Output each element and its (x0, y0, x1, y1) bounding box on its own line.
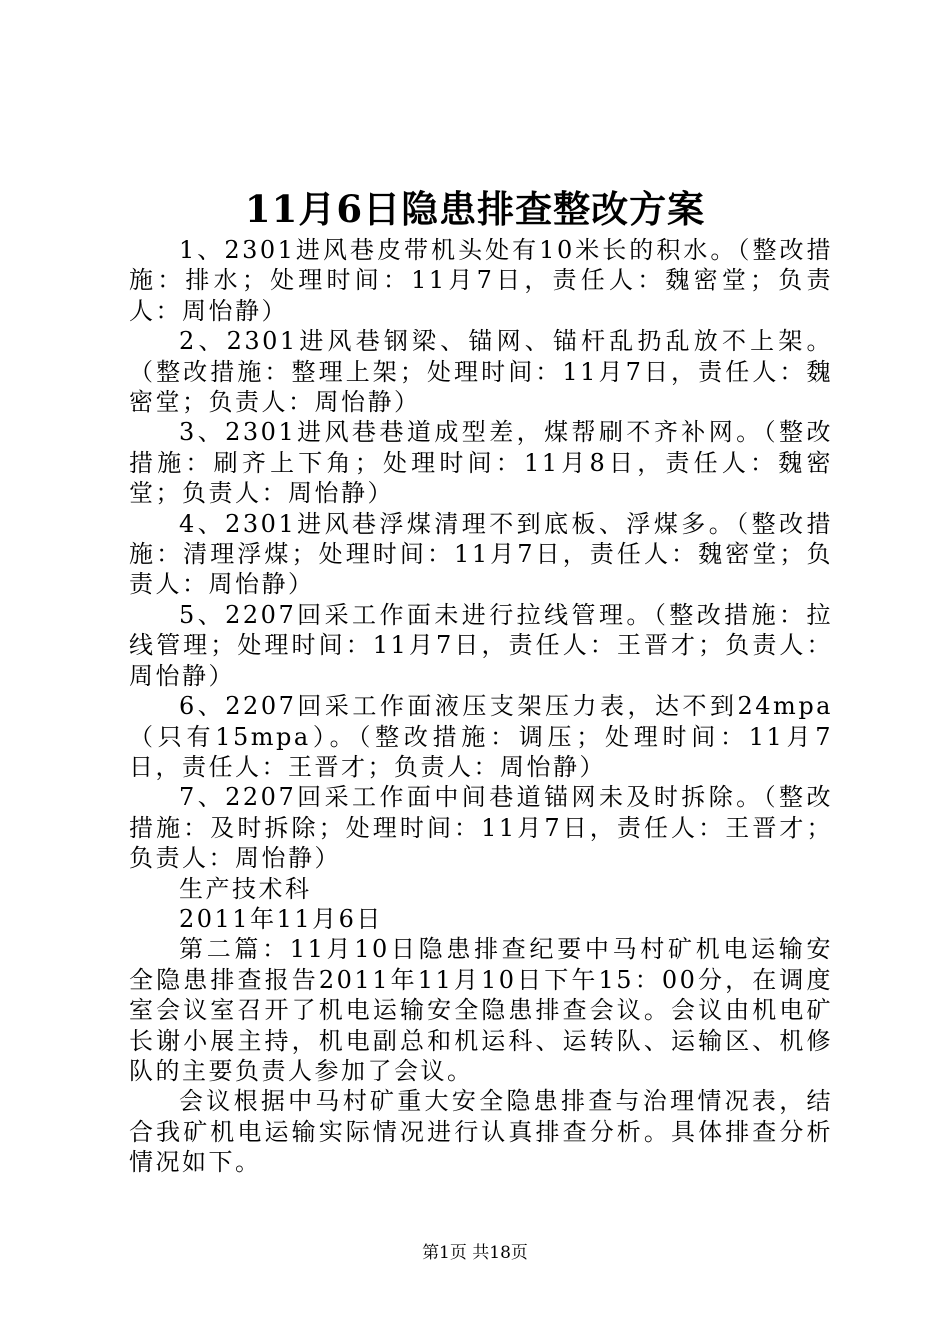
paragraph-item-2: 2、2301进风巷钢梁、锚网、锚杆乱扔乱放不上架。（整改措施：整理上架；处理时间：11月7日，责任人：魏密堂；负责人：周怡静） (129, 327, 833, 417)
document-title: 11月6日隐患排查整改方案 (244, 187, 706, 231)
department-signature: 生产技术科 (179, 874, 312, 903)
paragraph-item-5: 5、2207回采工作面未进行拉线管理。（整改措施：拉线管理；处理时间：11月7日，责任人：王晋才；负责人：周怡静） (129, 600, 833, 690)
paragraph-item-6: 6、2207回采工作面液压支架压力表，达不到24mpa（只有15mpa）。（整改措施：调压；处理时间：11月7日，责任人：王晋才；负责人：周怡静） (129, 692, 833, 781)
paragraph-item-4: 4、2301进风巷浮煤清理不到底板、浮煤多。（整改措施：清理浮煤；处理时间：11月7日，责任人：魏密堂；负责人：周怡静） (129, 509, 833, 599)
paragraph-item-7: 7、2207回采工作面中间巷道锚网未及时拆除。（整改措施：及时拆除；处理时间：11月7日，责任人：王晋才；负责人：周怡静） (129, 783, 833, 873)
document-date: 2011年11月6日 (179, 904, 383, 933)
paragraph-item-3: 3、2301进风巷巷道成型差，煤帮刷不齐补网。（整改措施：刷齐上下角；处理时间：11月8日，责任人：魏密堂；负责人：周怡静） (129, 418, 833, 508)
paragraph-item-1: 1、2301进风巷皮带机头处有10米长的积水。（整改措施：排水；处理时间：11月7日，责任人：魏密堂；负责人：周怡静） (129, 236, 833, 325)
analysis-paragraph: 会议根据中马村矿重大安全隐患排查与治理情况表，结合我矿机电运输实际情况进行认真排查分析。具体排查分析情况如下。 (129, 1087, 833, 1177)
second-article-paragraph: 第二篇：11月10日隐患排查纪要中马村矿机电运输安全隐患排查报告2011年11月10日下午15：00分，在调度室会议室召开了机电运输安全隐患排查会议。会议由机电矿长谢小展主持，机电副总和机运科、运转队、运输区、机修队的主要负责人参加了会议。 (129, 935, 833, 1085)
document-body (129, 235, 833, 1178)
page-number: 第1页 共18页 (422, 1243, 528, 1263)
